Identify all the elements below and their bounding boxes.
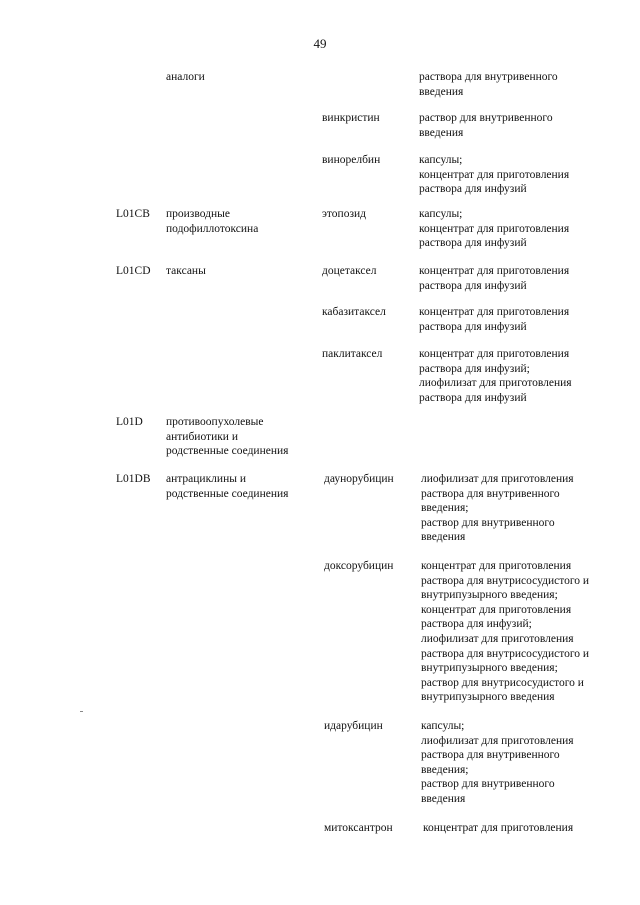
dosage-form-line: раствора для внутривенного — [421, 749, 560, 762]
dosage-form-line: лиофилизат для приготовления — [419, 377, 572, 390]
drug-name: кабазитаксел — [322, 306, 386, 318]
dosage-forms — [423, 821, 573, 836]
dosage-form-line: раствора для инфузий — [419, 320, 527, 333]
drug-name: этопозид — [322, 208, 367, 220]
dosage-form-line: лиофилизат для приготовления — [421, 734, 574, 747]
anatomical-therapeutic-group — [166, 472, 288, 501]
dosage-forms — [419, 111, 553, 140]
dosage-form-line: капсулы; — [421, 720, 465, 732]
page-number: 49 — [313, 36, 327, 51]
group-line: родственные соединения — [166, 445, 289, 458]
dosage-form-line: раствора для внутрисосудистого и — [421, 574, 590, 587]
dosage-form-line: введения — [421, 531, 466, 544]
group-line: таксаны — [166, 265, 206, 277]
dosage-form-line: раствора для инфузий — [419, 183, 527, 196]
anatomical-therapeutic-group — [166, 207, 258, 236]
anatomical-therapeutic-group — [166, 415, 288, 459]
group-line: родственные соединения — [166, 487, 289, 500]
dosage-form-line: концентрат для приготовления — [421, 560, 572, 572]
dosage-form-line: раствор для внутрисосудистого и — [421, 676, 584, 689]
drug-name: паклитаксел — [322, 348, 383, 360]
dosage-forms — [421, 559, 589, 705]
dosage-form-line: внутрипузырного введения — [421, 691, 555, 704]
dosage-form-line: концентрат для приготовления — [419, 265, 570, 277]
dosage-form-line: раствор для внутривенного — [419, 112, 553, 124]
dosage-form-line: раствора для инфузий; — [419, 362, 530, 375]
dosage-form-line: раствора для инфузий — [419, 391, 527, 404]
anatomical-therapeutic-group — [166, 70, 205, 85]
drug-name: доксорубицин — [324, 560, 394, 572]
dosage-forms — [419, 207, 569, 251]
group-line: аналоги — [166, 71, 205, 83]
dosage-form-line: введения — [419, 126, 464, 139]
dosage-forms — [419, 347, 572, 405]
dosage-forms — [421, 472, 574, 545]
dosage-form-line: раствор для внутривенного — [421, 778, 555, 791]
dosage-form-line: раствора для инфузий — [419, 237, 527, 250]
dosage-forms — [419, 264, 569, 293]
dosage-forms — [421, 719, 574, 807]
group-line: производные — [166, 208, 230, 220]
anatomical-therapeutic-group — [166, 264, 206, 279]
drug-name: доцетаксел — [322, 265, 377, 277]
dosage-form-line: капсулы; — [419, 208, 463, 220]
dosage-form-line: внутрипузырного введения; — [421, 589, 558, 602]
drug-name: идарубицин — [324, 720, 383, 732]
dosage-form-line: раствора для инфузий — [419, 279, 527, 292]
scan-mark — [80, 711, 83, 712]
dosage-form-line: концентрат для приготовления — [419, 348, 570, 360]
dosage-form-line: внутрипузырного введения; — [421, 662, 558, 675]
drug-name: винкристин — [322, 112, 380, 124]
dosage-form-line: введения; — [421, 502, 469, 515]
dosage-form-line: концентрат для приготовления — [419, 168, 570, 181]
group-line: подофиллотоксина — [166, 222, 259, 235]
dosage-form-line: концентрат для приготовления — [419, 306, 570, 318]
dosage-forms — [419, 153, 569, 197]
atc-code: L01D — [116, 416, 143, 428]
dosage-form-line: лиофилизат для приготовления — [421, 632, 574, 645]
dosage-form-line: капсулы; — [419, 154, 463, 166]
atc-code: L01CD — [116, 265, 151, 277]
group-line: антибиотики и — [166, 430, 238, 443]
dosage-form-line: раствора для внутрисосудистого и — [421, 647, 590, 660]
dosage-forms — [419, 70, 558, 99]
dosage-form-line: концентрат для приготовления — [421, 603, 572, 616]
dosage-form-line: лиофилизат для приготовления — [421, 473, 574, 485]
dosage-form-line: раствора для инфузий; — [421, 618, 532, 631]
dosage-form-line: введения; — [421, 763, 469, 776]
group-line: противоопухолевые — [166, 416, 264, 428]
dosage-form-line: концентрат для приготовления — [419, 222, 570, 235]
dosage-forms — [419, 305, 569, 334]
atc-code: L01CB — [116, 208, 150, 220]
group-line: антрациклины и — [166, 473, 246, 485]
dosage-form-line: введения — [419, 85, 464, 98]
drug-name: винорелбин — [322, 154, 381, 166]
dosage-form-line: раствор для внутривенного — [421, 516, 555, 529]
drug-name: митоксантрон — [324, 822, 393, 834]
drug-name: даунорубицин — [324, 473, 394, 485]
dosage-form-line: введения — [421, 792, 466, 805]
dosage-form-line: концентрат для приготовления — [423, 822, 574, 834]
dosage-form-line: раствора для внутривенного — [419, 71, 558, 83]
dosage-form-line: раствора для внутривенного — [421, 487, 560, 500]
atc-code: L01DB — [116, 473, 151, 485]
